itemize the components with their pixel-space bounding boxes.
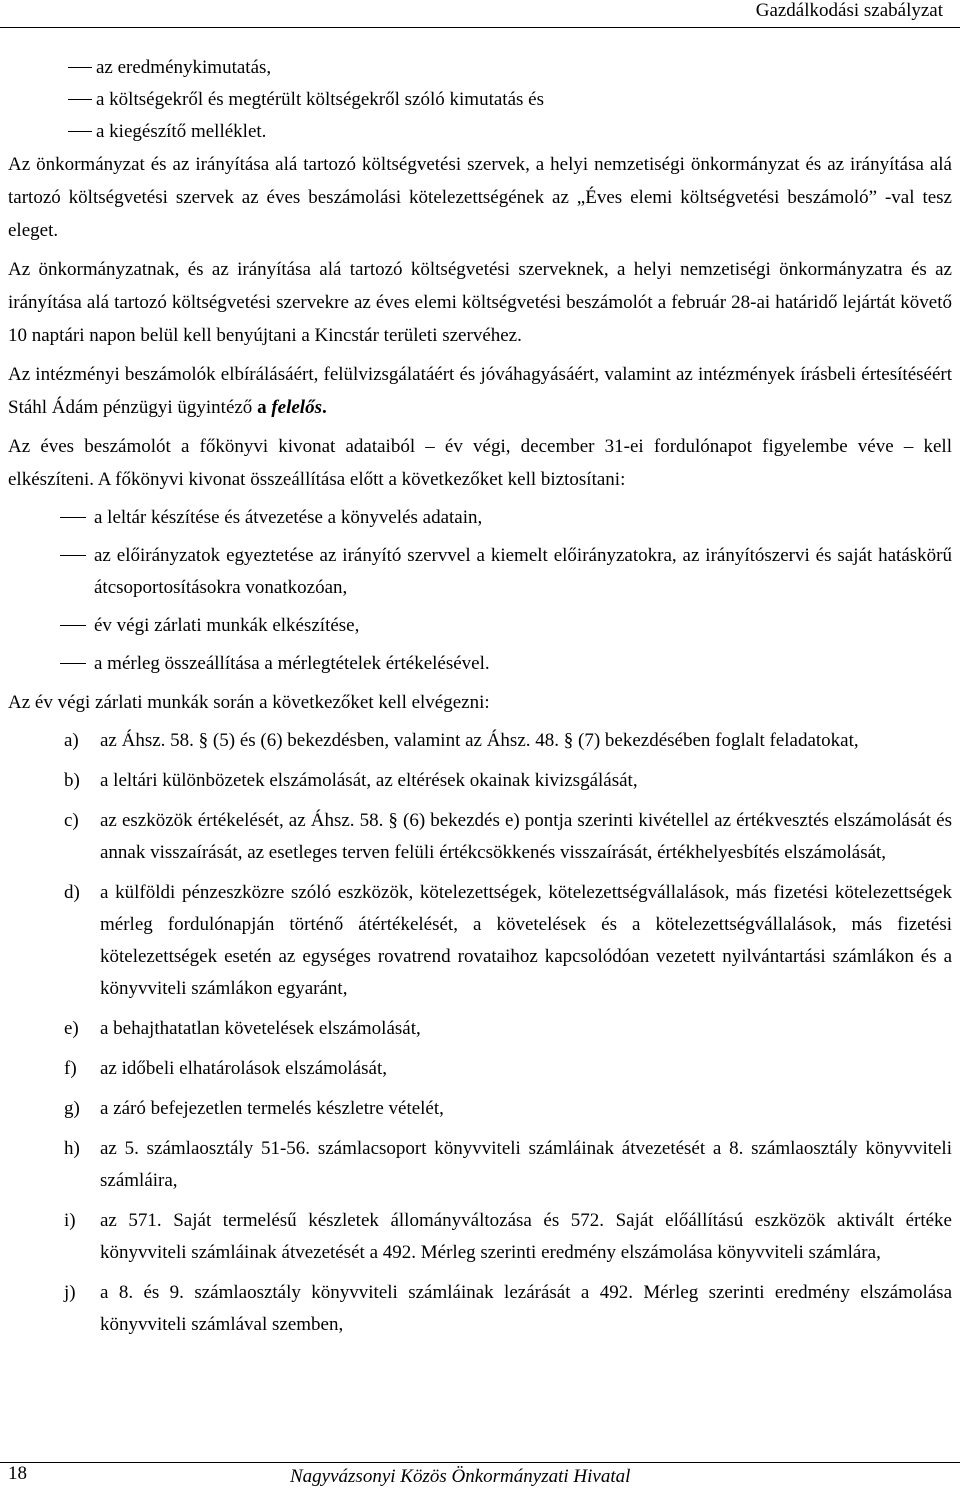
list-item: d) a külföldi pénzeszközre szóló eszközök, kötelezettségek, kötelezettségvállalások, más fizetési kötelezettségek mérleg fordulónapján történő átértékelését, a követelések és a kötelezettségvállalások, más fizetési kötelezettségek esetén az egységes rovatrend rovataihoz kapcsolódóan vezetett nyilvántartási számlákon és a könyvviteli számlákon egyaránt, <box>64 882 952 999</box>
list-item: a mérleg összeállítása a mérlegtételek értékelésével. <box>8 648 952 680</box>
paragraph-responsible: Az intézményi beszámolók elbírálásáért, felülvizsgálatáért és jóváhagyásáért, valamint az intézmények írásbeli értesítéséért Stáhl Ádám pénzügyi ügyintéző a felelős. <box>8 364 952 418</box>
mid-bullet-list <box>8 502 952 680</box>
paragraph-ledger: Az éves beszámolót a főkönyvi kivonat adataiból ‒ év végi, december 31-ei fordulónapot figyelembe véve ‒ kell elkészíteni. A főkönyvi kivonat összeállítása előtt a következőket kell biztosítani: <box>8 436 952 490</box>
list-item: év végi zárlati munkák elkészítése, <box>8 610 952 642</box>
dash-bullet-icon <box>60 663 86 664</box>
header-divider <box>0 27 960 28</box>
list-item: a) az Áhsz. 58. § (5) és (6) bekezdésben, valamint az Áhsz. 48. § (7) bekezdésében foglalt feladatokat, <box>64 730 859 751</box>
page-content <box>8 52 952 1349</box>
alpha-list <box>8 725 952 1341</box>
list-item: i) az 571. Saját termelésű készletek állományváltozása és 572. Saját előállítású eszközök aktivált értéke könyvviteli számláinak átvezetését a 492. Mérleg szerinti eredmény elszámolása könyvviteli számlára, <box>64 1210 952 1263</box>
page-number: 18 <box>8 1463 27 1484</box>
list-item: g) a záró befejezetlen termelés készletre vételét, <box>64 1098 444 1119</box>
list-item: b) a leltári különbözetek elszámolását, az eltérések okainak kivizsgálását, <box>64 770 638 791</box>
dash-bullet-icon <box>68 131 92 132</box>
list-item: f) az időbeli elhatárolások elszámolását, <box>64 1058 387 1079</box>
footer-office-name: Nagyvázsonyi Közös Önkormányzati Hivatal <box>290 1466 631 1487</box>
top-bullet-list <box>8 52 952 148</box>
dash-bullet-icon <box>68 67 92 68</box>
list-item: a költségekről és megtérült költségekről szóló kimutatás és <box>8 84 952 116</box>
list-item: az eredménykimutatás, <box>8 52 952 84</box>
paragraph-closing-tasks: Az év végi zárlati munkák során a következőket kell elvégezni: <box>8 692 490 713</box>
dash-bullet-icon <box>60 625 86 626</box>
list-item: e) a behajthatatlan követelések elszámolását, <box>64 1018 421 1039</box>
list-item: a kiegészítő melléklet. <box>8 116 952 148</box>
dash-bullet-icon <box>60 555 86 556</box>
list-item: h) az 5. számlaosztály 51-56. számlacsoport könyvviteli számláinak átvezetését a 8. számlaosztály könyvviteli számláira, <box>64 1138 952 1191</box>
paragraph-deadline: Az önkormányzatnak, és az irányítása alá tartozó költségvetési szerveknek, a helyi nemzetiségi önkormányzatra és az irányítása alá tartozó költségvetési szervekre az éves elemi költségvetési beszámolót a február 28-ai határidő lejártát követő 10 naptári napon belül kell benyújtani a Kincstár területi szervéhez. <box>8 259 952 346</box>
list-item: c) az eszközök értékelését, az Áhsz. 58. § (6) bekezdés e) pontja szerinti kivétellel az értékvesztés elszámolását és annak visszaírását, az esetleges terven felüli értékcsökkenés visszaírását, értékhelyesbítés elszámolását, <box>64 810 952 863</box>
list-item: j) a 8. és 9. számlaosztály könyvviteli számláinak lezárását a 492. Mérleg szerinti eredmény elszámolása könyvviteli számlával szemben, <box>64 1282 952 1335</box>
footer-divider <box>0 1462 960 1463</box>
dash-bullet-icon <box>68 99 92 100</box>
dash-bullet-icon <box>60 517 86 518</box>
paragraph-annual-obligation: Az önkormányzat és az irányítása alá tartozó költségvetési szervek, a helyi nemzetiségi önkormányzat és az irányítása alá tartozó költségvetési szervek az éves beszámolási kötelezettségének az „Éves elemi költségvetési beszámoló” -val tesz eleget. <box>8 154 952 241</box>
list-item: a leltár készítése és átvezetése a könyvelés adatain, <box>8 502 952 534</box>
list-item: az előirányzatok egyeztetése az irányító szervvel a kiemelt előirányzatokra, az irányítószervi és saját hatáskörű átcsoportosításokra vonatkozóan, <box>8 540 952 604</box>
page-header-title: Gazdálkodási szabályzat <box>755 0 943 21</box>
